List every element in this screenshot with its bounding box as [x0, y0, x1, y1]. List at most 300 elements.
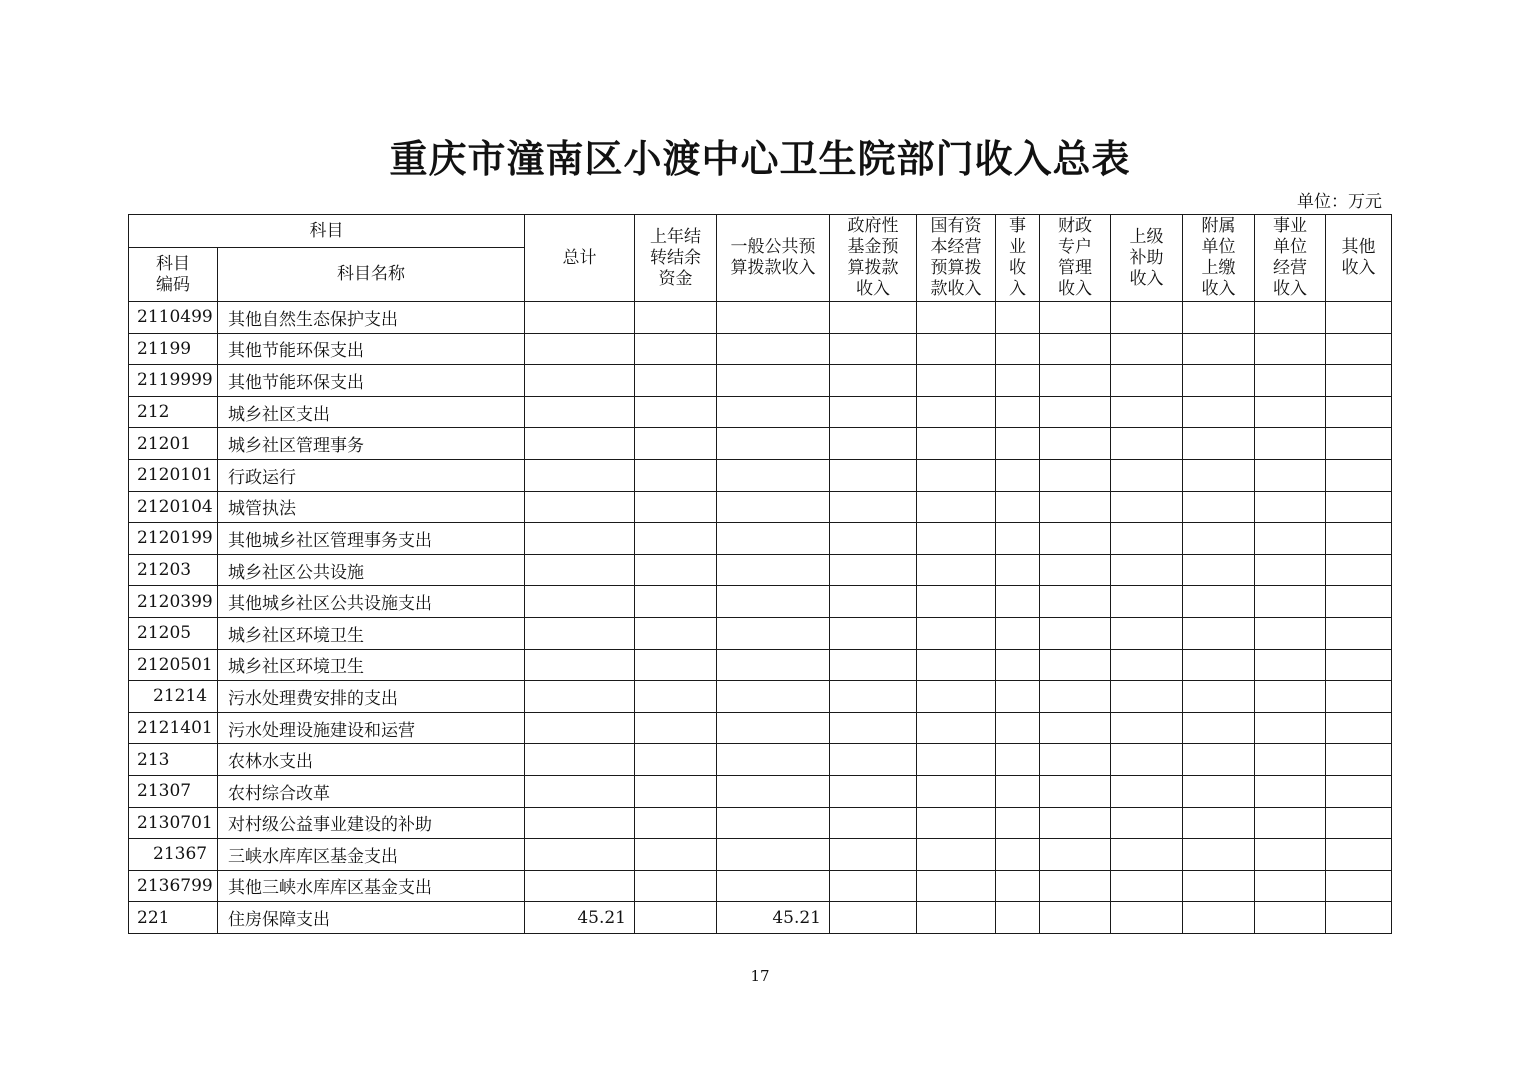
amount-cell: 45.21 — [525, 902, 635, 934]
amount-cell — [1255, 428, 1326, 460]
subject-name-cell: 城乡社区管理事务 — [218, 428, 525, 460]
amount-cell — [917, 744, 996, 776]
amount-cell — [917, 302, 996, 334]
amount-cell — [1111, 333, 1183, 365]
table-row — [129, 649, 1392, 681]
amount-cell — [1111, 586, 1183, 618]
amount-cell — [1255, 365, 1326, 397]
amount-cell — [996, 617, 1040, 649]
amount-cell — [525, 586, 635, 618]
unit-label: 单位：万元 — [1297, 192, 1382, 212]
subject-code-cell: 2120501 — [129, 649, 218, 681]
header-subject-code: 科目 编码 — [129, 248, 218, 302]
subject-code-cell: 21201 — [129, 428, 218, 460]
amount-cell — [635, 586, 717, 618]
table-row — [129, 586, 1392, 618]
table-body — [129, 302, 1392, 934]
amount-cell — [635, 365, 717, 397]
amount-cell — [717, 807, 830, 839]
amount-cell — [635, 617, 717, 649]
amount-cell — [1183, 491, 1255, 523]
table-row — [129, 554, 1392, 586]
amount-cell — [1111, 649, 1183, 681]
subject-name-cell: 对村级公益事业建设的补助 — [218, 807, 525, 839]
amount-cell — [830, 428, 917, 460]
amount-cell — [635, 807, 717, 839]
table-row — [129, 681, 1392, 713]
amount-cell — [1255, 586, 1326, 618]
table-row — [129, 839, 1392, 871]
subject-code-cell: 2120199 — [129, 523, 218, 555]
amount-cell — [525, 617, 635, 649]
amount-cell — [525, 365, 635, 397]
amount-cell — [996, 744, 1040, 776]
amount-cell — [1183, 428, 1255, 460]
amount-cell — [635, 523, 717, 555]
amount-cell — [996, 491, 1040, 523]
amount-cell — [1183, 681, 1255, 713]
amount-cell — [917, 681, 996, 713]
amount-cell — [1111, 617, 1183, 649]
amount-cell — [635, 491, 717, 523]
amount-cell — [525, 523, 635, 555]
amount-cell — [1255, 617, 1326, 649]
amount-cell — [717, 333, 830, 365]
amount-cell — [1326, 586, 1392, 618]
amount-cell — [1040, 870, 1111, 902]
amount-cell — [917, 902, 996, 934]
amount-cell — [525, 459, 635, 491]
amount-cell — [635, 839, 717, 871]
amount-cell: 45.21 — [717, 902, 830, 934]
amount-cell — [917, 775, 996, 807]
amount-cell — [1040, 554, 1111, 586]
amount-cell — [1183, 365, 1255, 397]
amount-cell — [1111, 554, 1183, 586]
amount-cell — [1040, 775, 1111, 807]
amount-cell — [1040, 365, 1111, 397]
amount-cell — [1183, 617, 1255, 649]
amount-cell — [717, 365, 830, 397]
amount-cell — [830, 302, 917, 334]
amount-cell — [917, 491, 996, 523]
amount-cell — [635, 902, 717, 934]
amount-cell — [1040, 586, 1111, 618]
page-number: 17 — [750, 967, 770, 985]
amount-cell — [1183, 302, 1255, 334]
amount-cell — [830, 554, 917, 586]
amount-cell — [1183, 554, 1255, 586]
amount-cell — [717, 649, 830, 681]
amount-cell — [830, 712, 917, 744]
amount-cell — [917, 396, 996, 428]
header-other-income: 其他 收入 — [1326, 215, 1392, 302]
amount-cell — [525, 681, 635, 713]
amount-cell — [1326, 396, 1392, 428]
subject-name-cell: 城乡社区环境卫生 — [218, 617, 525, 649]
subject-name-cell: 三峡水库库区基金支出 — [218, 839, 525, 871]
amount-cell — [525, 491, 635, 523]
amount-cell — [1326, 649, 1392, 681]
amount-cell — [717, 302, 830, 334]
amount-cell — [635, 333, 717, 365]
amount-cell — [996, 333, 1040, 365]
amount-cell — [1255, 870, 1326, 902]
amount-cell — [996, 396, 1040, 428]
amount-cell — [830, 775, 917, 807]
table-row — [129, 712, 1392, 744]
amount-cell — [1040, 523, 1111, 555]
amount-cell — [830, 870, 917, 902]
amount-cell — [635, 396, 717, 428]
amount-cell — [635, 681, 717, 713]
amount-cell — [996, 870, 1040, 902]
amount-cell — [1255, 712, 1326, 744]
header-superior-subsidy: 上级 补助 收入 — [1111, 215, 1183, 302]
amount-cell — [717, 428, 830, 460]
table-row — [129, 617, 1392, 649]
income-table — [128, 214, 1392, 934]
amount-cell — [1255, 302, 1326, 334]
header-subject-group: 科目 — [129, 215, 525, 248]
amount-cell — [525, 870, 635, 902]
amount-cell — [1255, 744, 1326, 776]
amount-cell — [1111, 839, 1183, 871]
header-business-income: 事 业 收 入 — [996, 215, 1040, 302]
header-state-capital: 国有资 本经营 预算拨 款收入 — [917, 215, 996, 302]
amount-cell — [1111, 365, 1183, 397]
amount-cell — [996, 523, 1040, 555]
amount-cell — [525, 744, 635, 776]
amount-cell — [1326, 428, 1392, 460]
table-row — [129, 365, 1392, 397]
amount-cell — [1040, 617, 1111, 649]
amount-cell — [525, 649, 635, 681]
amount-cell — [1183, 775, 1255, 807]
amount-cell — [917, 459, 996, 491]
amount-cell — [525, 712, 635, 744]
amount-cell — [525, 302, 635, 334]
amount-cell — [1326, 491, 1392, 523]
amount-cell — [1040, 428, 1111, 460]
subject-name-cell: 城乡社区公共设施 — [218, 554, 525, 586]
amount-cell — [996, 554, 1040, 586]
amount-cell — [996, 712, 1040, 744]
amount-cell — [1326, 554, 1392, 586]
amount-cell — [917, 839, 996, 871]
subject-code-cell: 2120399 — [129, 586, 218, 618]
amount-cell — [1183, 649, 1255, 681]
amount-cell — [717, 775, 830, 807]
amount-cell — [996, 428, 1040, 460]
amount-cell — [1183, 807, 1255, 839]
amount-cell — [996, 807, 1040, 839]
subject-code-cell: 21205 — [129, 617, 218, 649]
amount-cell — [1183, 459, 1255, 491]
table-row — [129, 491, 1392, 523]
amount-cell — [717, 744, 830, 776]
amount-cell — [1040, 744, 1111, 776]
amount-cell — [996, 681, 1040, 713]
amount-cell — [1326, 365, 1392, 397]
amount-cell — [1183, 523, 1255, 555]
amount-cell — [1255, 333, 1326, 365]
header-subject-name: 科目名称 — [218, 248, 525, 302]
amount-cell — [830, 365, 917, 397]
amount-cell — [996, 649, 1040, 681]
amount-cell — [1255, 396, 1326, 428]
amount-cell — [635, 428, 717, 460]
subject-name-cell: 其他节能环保支出 — [218, 333, 525, 365]
amount-cell — [717, 459, 830, 491]
amount-cell — [830, 333, 917, 365]
amount-cell — [525, 333, 635, 365]
amount-cell — [917, 333, 996, 365]
amount-cell — [1111, 681, 1183, 713]
subject-name-cell: 城乡社区支出 — [218, 396, 525, 428]
header-general-budget: 一般公共预 算拨款收入 — [717, 215, 830, 302]
amount-cell — [830, 459, 917, 491]
amount-cell — [1255, 775, 1326, 807]
amount-cell — [1255, 681, 1326, 713]
table-row — [129, 870, 1392, 902]
amount-cell — [917, 807, 996, 839]
amount-cell — [830, 396, 917, 428]
amount-cell — [1255, 554, 1326, 586]
amount-cell — [830, 649, 917, 681]
amount-cell — [917, 523, 996, 555]
amount-cell — [635, 302, 717, 334]
header-affiliated-units: 附属 单位 上缴 收入 — [1183, 215, 1255, 302]
amount-cell — [1040, 649, 1111, 681]
amount-cell — [996, 459, 1040, 491]
subject-code-cell: 2120101 — [129, 459, 218, 491]
amount-cell — [830, 744, 917, 776]
amount-cell — [635, 775, 717, 807]
amount-cell — [717, 712, 830, 744]
amount-cell — [1326, 807, 1392, 839]
amount-cell — [717, 396, 830, 428]
amount-cell — [717, 617, 830, 649]
subject-code-cell: 2110499 — [129, 302, 218, 334]
subject-name-cell: 城管执法 — [218, 491, 525, 523]
amount-cell — [1183, 712, 1255, 744]
table-row — [129, 333, 1392, 365]
table-row — [129, 428, 1392, 460]
subject-name-cell: 行政运行 — [218, 459, 525, 491]
subject-code-cell: 213 — [129, 744, 218, 776]
amount-cell — [1111, 902, 1183, 934]
amount-cell — [1183, 744, 1255, 776]
table-row — [129, 396, 1392, 428]
amount-cell — [635, 744, 717, 776]
amount-cell — [1111, 870, 1183, 902]
header-operating-income: 事业 单位 经营 收入 — [1255, 215, 1326, 302]
amount-cell — [1111, 744, 1183, 776]
amount-cell — [525, 554, 635, 586]
amount-cell — [1255, 459, 1326, 491]
amount-cell — [525, 428, 635, 460]
header-row-1 — [129, 215, 1392, 248]
amount-cell — [1326, 902, 1392, 934]
amount-cell — [1326, 333, 1392, 365]
subject-name-cell: 污水处理设施建设和运营 — [218, 712, 525, 744]
amount-cell — [1040, 302, 1111, 334]
amount-cell — [717, 523, 830, 555]
amount-cell — [1255, 807, 1326, 839]
amount-cell — [917, 554, 996, 586]
amount-cell — [1326, 302, 1392, 334]
header-total: 总计 — [525, 215, 635, 302]
amount-cell — [830, 902, 917, 934]
amount-cell — [1183, 333, 1255, 365]
amount-cell — [996, 302, 1040, 334]
amount-cell — [1183, 902, 1255, 934]
amount-cell — [525, 807, 635, 839]
page-title: 重庆市潼南区小渡中心卫生院部门收入总表 — [389, 136, 1131, 181]
amount-cell — [1183, 839, 1255, 871]
amount-cell — [717, 681, 830, 713]
amount-cell — [996, 902, 1040, 934]
amount-cell — [1111, 491, 1183, 523]
header-carryover: 上年结 转结余 资金 — [635, 215, 717, 302]
subject-code-cell: 221 — [129, 902, 218, 934]
amount-cell — [717, 839, 830, 871]
amount-cell — [1111, 302, 1183, 334]
amount-cell — [717, 554, 830, 586]
subject-code-cell: 21214 — [129, 681, 218, 713]
subject-name-cell: 污水处理费安排的支出 — [218, 681, 525, 713]
amount-cell — [525, 775, 635, 807]
subject-name-cell: 农林水支出 — [218, 744, 525, 776]
amount-cell — [1326, 870, 1392, 902]
subject-code-cell: 2120104 — [129, 491, 218, 523]
amount-cell — [917, 870, 996, 902]
amount-cell — [1255, 839, 1326, 871]
amount-cell — [635, 649, 717, 681]
amount-cell — [525, 839, 635, 871]
amount-cell — [525, 396, 635, 428]
amount-cell — [1111, 459, 1183, 491]
amount-cell — [1326, 744, 1392, 776]
amount-cell — [1326, 459, 1392, 491]
amount-cell — [717, 870, 830, 902]
amount-cell — [830, 586, 917, 618]
amount-cell — [1255, 491, 1326, 523]
table-row — [129, 775, 1392, 807]
amount-cell — [1040, 712, 1111, 744]
subject-name-cell: 其他城乡社区公共设施支出 — [218, 586, 525, 618]
amount-cell — [1183, 586, 1255, 618]
amount-cell — [1255, 902, 1326, 934]
amount-cell — [1040, 333, 1111, 365]
amount-cell — [1326, 617, 1392, 649]
subject-name-cell: 其他自然生态保护支出 — [218, 302, 525, 334]
amount-cell — [1255, 649, 1326, 681]
amount-cell — [635, 870, 717, 902]
amount-cell — [1040, 491, 1111, 523]
amount-cell — [830, 807, 917, 839]
subject-name-cell: 其他三峡水库库区基金支出 — [218, 870, 525, 902]
amount-cell — [1183, 870, 1255, 902]
table-row — [129, 744, 1392, 776]
amount-cell — [1111, 712, 1183, 744]
amount-cell — [830, 839, 917, 871]
amount-cell — [717, 491, 830, 523]
amount-cell — [996, 365, 1040, 397]
amount-cell — [635, 712, 717, 744]
subject-code-cell: 2119999 — [129, 365, 218, 397]
subject-code-cell: 21203 — [129, 554, 218, 586]
amount-cell — [830, 491, 917, 523]
amount-cell — [1040, 459, 1111, 491]
amount-cell — [830, 523, 917, 555]
subject-code-cell: 2130701 — [129, 807, 218, 839]
amount-cell — [1040, 396, 1111, 428]
amount-cell — [917, 617, 996, 649]
amount-cell — [830, 681, 917, 713]
subject-name-cell: 住房保障支出 — [218, 902, 525, 934]
amount-cell — [830, 617, 917, 649]
amount-cell — [1040, 807, 1111, 839]
subject-name-cell: 其他节能环保支出 — [218, 365, 525, 397]
subject-code-cell: 2121401 — [129, 712, 218, 744]
amount-cell — [1111, 396, 1183, 428]
amount-cell — [917, 428, 996, 460]
table-row — [129, 459, 1392, 491]
amount-cell — [1040, 681, 1111, 713]
amount-cell — [996, 775, 1040, 807]
amount-cell — [917, 365, 996, 397]
amount-cell — [1326, 681, 1392, 713]
amount-cell — [1326, 775, 1392, 807]
table-row — [129, 302, 1392, 334]
amount-cell — [635, 554, 717, 586]
subject-code-cell: 21367 — [129, 839, 218, 871]
amount-cell — [1183, 396, 1255, 428]
amount-cell — [1111, 807, 1183, 839]
subject-name-cell: 其他城乡社区管理事务支出 — [218, 523, 525, 555]
header-fiscal-account: 财政 专户 管理 收入 — [1040, 215, 1111, 302]
amount-cell — [1040, 839, 1111, 871]
amount-cell — [1326, 712, 1392, 744]
amount-cell — [917, 712, 996, 744]
amount-cell — [996, 586, 1040, 618]
amount-cell — [1326, 523, 1392, 555]
amount-cell — [717, 586, 830, 618]
amount-cell — [1111, 775, 1183, 807]
amount-cell — [917, 586, 996, 618]
subject-code-cell: 21307 — [129, 775, 218, 807]
subject-code-cell: 2136799 — [129, 870, 218, 902]
subject-name-cell: 城乡社区环境卫生 — [218, 649, 525, 681]
amount-cell — [635, 459, 717, 491]
amount-cell — [1111, 428, 1183, 460]
table-row — [129, 902, 1392, 934]
amount-cell — [1111, 523, 1183, 555]
amount-cell — [1326, 839, 1392, 871]
subject-code-cell: 212 — [129, 396, 218, 428]
subject-name-cell: 农村综合改革 — [218, 775, 525, 807]
amount-cell — [917, 649, 996, 681]
table-row — [129, 523, 1392, 555]
amount-cell — [996, 839, 1040, 871]
header-gov-fund: 政府性 基金预 算拨款 收入 — [830, 215, 917, 302]
amount-cell — [1255, 523, 1326, 555]
amount-cell — [1040, 902, 1111, 934]
subject-code-cell: 21199 — [129, 333, 218, 365]
table-row — [129, 807, 1392, 839]
